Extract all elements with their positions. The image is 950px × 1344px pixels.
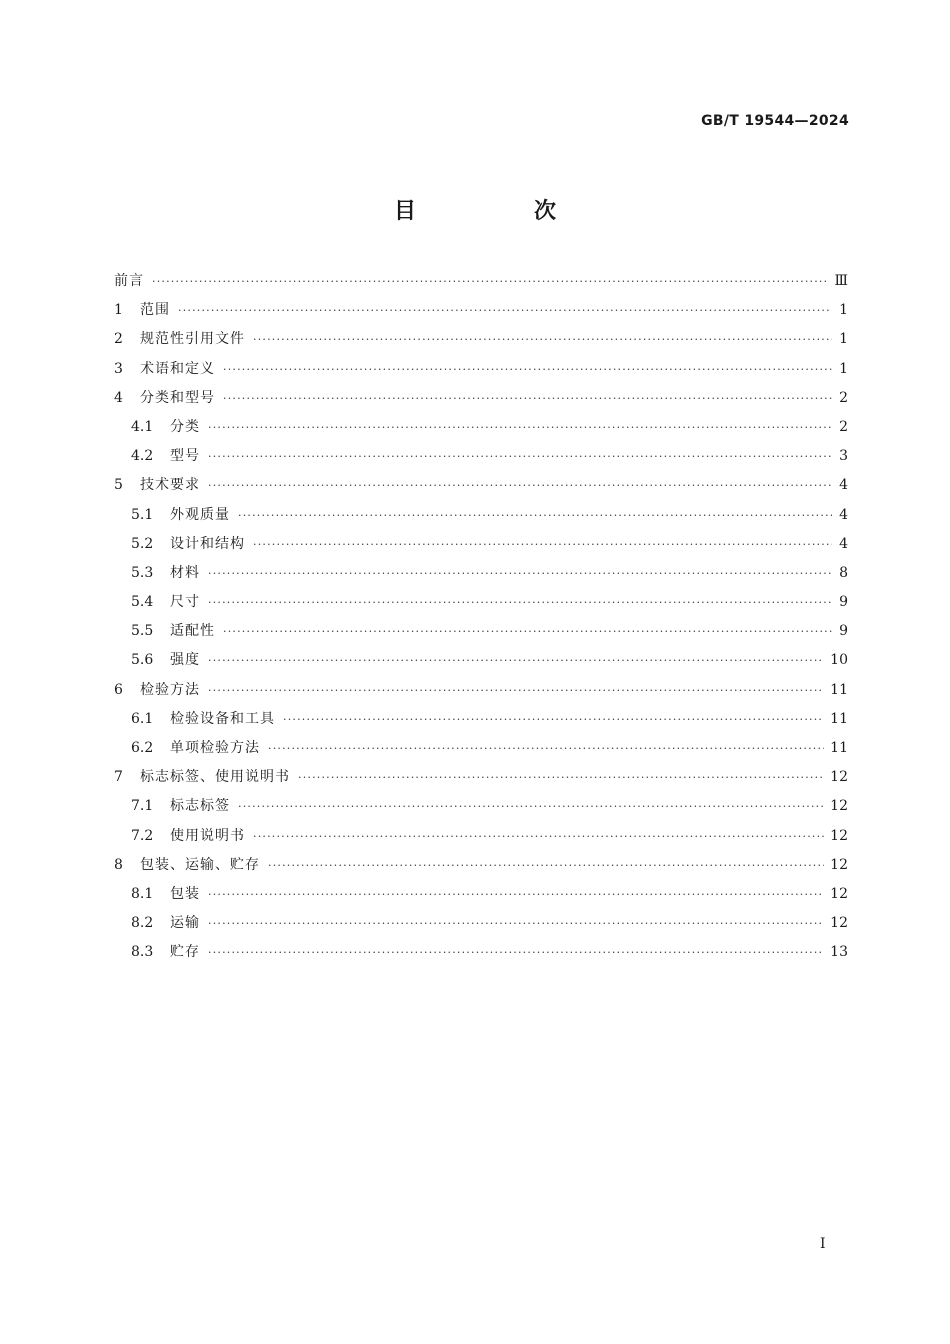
toc-entry-label: 技术要求: [140, 477, 200, 494]
toc-entry-page: 11: [830, 740, 848, 756]
toc-entry-number: 4: [114, 389, 123, 406]
toc-dot-leader: [152, 275, 828, 288]
toc-entry-page: 11: [830, 710, 848, 727]
toc-entry[interactable]: [114, 474, 848, 503]
toc-entry-number: 6: [114, 681, 123, 698]
toc-dot-leader: [208, 917, 824, 930]
toc-dot-leader: [253, 333, 832, 346]
toc-entry-number: 8.1: [131, 885, 154, 902]
toc-entry[interactable]: [114, 649, 848, 678]
toc-entry-label: 规范性引用文件: [140, 331, 245, 348]
toc-entry-label: 包装、运输、贮存: [140, 856, 260, 873]
toc-entry-label: 使用说明书: [170, 827, 245, 844]
toc-entry-label: 分类: [170, 418, 200, 435]
toc-entry-label: 术语和定义: [140, 360, 215, 377]
toc-dot-leader: [208, 888, 824, 901]
toc-entry-number: 5.2: [131, 535, 154, 552]
toc-entry-page: 12: [830, 885, 848, 902]
toc-entry-page: 2: [839, 418, 848, 435]
toc-dot-leader: [298, 771, 824, 784]
toc-entry[interactable]: [114, 416, 848, 445]
page-number: Ⅰ: [820, 1236, 826, 1252]
toc-entry-page: 1: [839, 331, 848, 348]
toc-entry-label: 分类和型号: [140, 389, 215, 406]
toc-dot-leader: [208, 421, 832, 434]
toc-entry-page: 11: [830, 681, 848, 698]
toc-entry-number: 5.4: [131, 594, 154, 611]
toc-dot-leader: [208, 479, 832, 492]
toc-entry-number: 5.3: [131, 564, 154, 581]
toc-entry[interactable]: [114, 358, 848, 387]
table-of-contents: [114, 270, 848, 971]
toc-entry-number: 4.1: [131, 418, 154, 435]
toc-entry-page: 12: [830, 827, 848, 844]
toc-entry-page: 4: [839, 477, 848, 494]
toc-entry-page: 12: [830, 798, 848, 815]
toc-entry-page: 8: [839, 564, 848, 581]
toc-dot-leader: [253, 538, 832, 551]
toc-entry-label: 标志标签: [170, 798, 230, 815]
toc-entry-number: 8.2: [131, 915, 154, 932]
toc-entry-number: 6.2: [131, 740, 154, 756]
toc-entry-label: 范围: [140, 302, 170, 319]
toc-dot-leader: [208, 946, 824, 959]
toc-entry[interactable]: [114, 854, 848, 883]
toc-entry-number: 7.2: [131, 827, 154, 844]
toc-entry-number: 5.1: [131, 506, 154, 523]
toc-entry[interactable]: [114, 941, 848, 970]
toc-entry-label: 尺寸: [170, 594, 200, 611]
toc-entry[interactable]: [114, 883, 848, 912]
toc-entry[interactable]: [114, 708, 848, 737]
toc-entry-label: 单项检验方法: [170, 740, 260, 756]
toc-entry-number: 5.6: [131, 652, 154, 669]
toc-entry-number: 6.1: [131, 710, 154, 727]
toc-entry-label: 强度: [170, 652, 200, 669]
toc-dot-leader: [208, 596, 832, 609]
toc-entry-page: 12: [830, 856, 848, 873]
toc-dot-leader: [268, 742, 824, 755]
toc-entry[interactable]: [114, 387, 848, 416]
toc-dot-leader: [223, 625, 832, 638]
toc-entry-number: 4.2: [131, 448, 154, 465]
toc-entry[interactable]: [114, 504, 848, 533]
toc-entry-label: 标志标签、使用说明书: [140, 769, 290, 786]
toc-entry-page: 9: [839, 623, 848, 640]
toc-entry-page: 1: [839, 302, 848, 319]
toc-entry-page: 10: [830, 652, 848, 669]
toc-entry-page: 9: [839, 594, 848, 611]
toc-entry[interactable]: [114, 591, 848, 620]
toc-entry[interactable]: [114, 679, 848, 708]
toc-entry-number: 2: [114, 331, 123, 348]
toc-entry-page: 4: [839, 535, 848, 552]
toc-dot-leader: [208, 567, 832, 580]
toc-entry-label: 设计和结构: [170, 535, 245, 552]
toc-dot-leader: [253, 830, 824, 843]
toc-entry-page: 12: [830, 915, 848, 932]
toc-entry[interactable]: [114, 270, 848, 299]
toc-entry[interactable]: [114, 299, 848, 328]
toc-entry-label: 材料: [170, 564, 200, 581]
toc-entry[interactable]: [114, 825, 848, 854]
toc-entry-label: 外观质量: [170, 506, 230, 523]
toc-entry-page: 2: [839, 389, 848, 406]
toc-entry[interactable]: [114, 562, 848, 591]
toc-dot-leader: [178, 304, 832, 317]
page-title: 目 次: [393, 199, 604, 224]
toc-entry-label: 型号: [170, 448, 200, 465]
standard-code: GB/T 19544—2024: [701, 113, 849, 129]
toc-entry-page: 4: [839, 506, 848, 523]
toc-entry[interactable]: [114, 328, 848, 357]
toc-dot-leader: [208, 654, 824, 667]
toc-entry-label: 检验方法: [140, 681, 200, 698]
toc-entry-number: 5: [114, 477, 123, 494]
toc-entry-page: 3: [839, 448, 848, 465]
toc-entry-label: 适配性: [170, 623, 215, 640]
toc-entry-page: 12: [830, 769, 848, 786]
toc-entry-number: 7.1: [131, 798, 154, 815]
toc-entry-page: Ⅲ: [834, 273, 848, 289]
toc-entry-number: 3: [114, 360, 123, 377]
toc-entry-page: 13: [830, 944, 848, 961]
toc-entry-number: 8.3: [131, 944, 154, 961]
toc-dot-leader: [283, 713, 824, 726]
toc-dot-leader: [208, 684, 824, 697]
toc-entry-page: 1: [839, 360, 848, 377]
toc-entry-number: 5.5: [131, 623, 154, 640]
toc-entry-label: 包装: [170, 885, 200, 902]
toc-dot-leader: [223, 363, 832, 376]
toc-dot-leader: [238, 509, 832, 522]
toc-entry-number: 8: [114, 856, 123, 873]
toc-dot-leader: [223, 392, 832, 405]
toc-entry-number: 7: [114, 769, 123, 786]
toc-entry-label: 运输: [170, 915, 200, 932]
toc-dot-leader: [208, 450, 832, 463]
toc-entry[interactable]: [114, 737, 848, 766]
toc-entry-number: 1: [114, 302, 123, 319]
toc-entry[interactable]: [114, 912, 848, 941]
toc-dot-leader: [238, 800, 824, 813]
toc-entry[interactable]: [114, 620, 848, 649]
toc-entry-label: 前言: [114, 273, 144, 289]
toc-entry[interactable]: [114, 533, 848, 562]
toc-entry[interactable]: [114, 795, 848, 824]
toc-entry[interactable]: [114, 445, 848, 474]
toc-entry-label: 贮存: [170, 944, 200, 961]
toc-entry-label: 检验设备和工具: [170, 710, 275, 727]
toc-dot-leader: [268, 859, 824, 872]
toc-entry[interactable]: [114, 766, 848, 795]
